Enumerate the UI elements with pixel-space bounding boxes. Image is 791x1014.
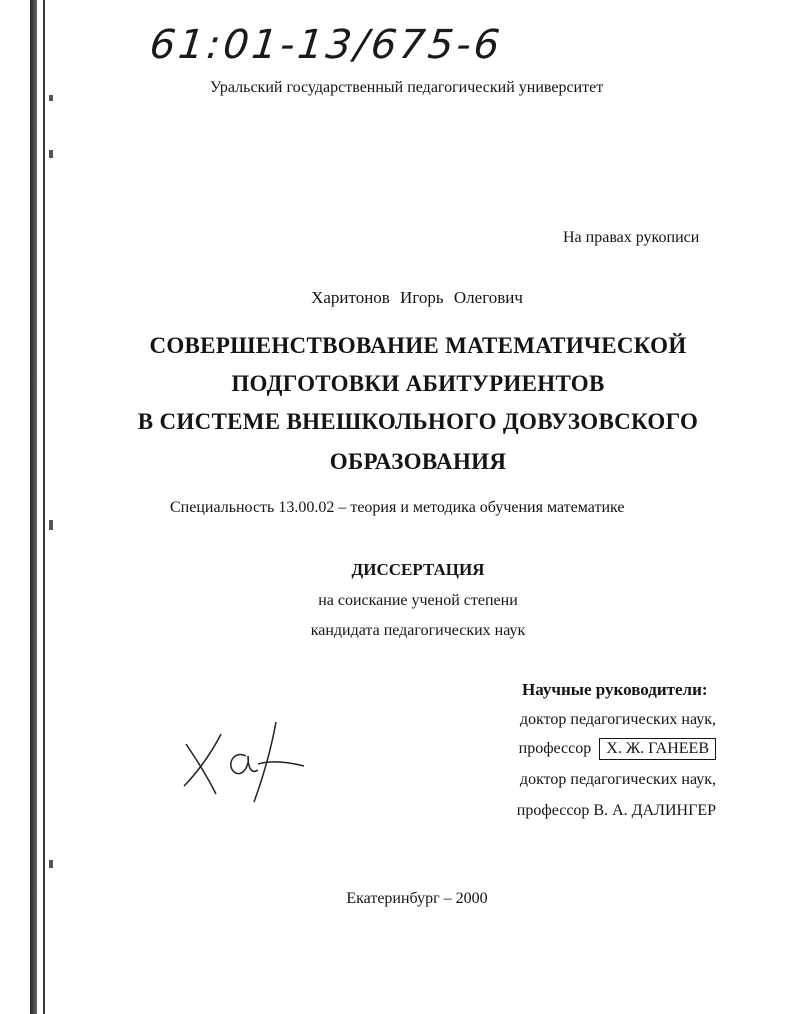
advisor-degree: доктор педагогических наук, xyxy=(519,771,716,788)
title-line: ОБРАЗОВАНИЯ xyxy=(329,449,507,474)
document-type: ДИССЕРТАЦИЯ xyxy=(351,560,485,579)
handwritten-signature xyxy=(176,714,306,804)
author-name: Харитонов Игорь Олегович xyxy=(311,288,523,307)
advisors-heading: Научные руководители: xyxy=(522,680,708,699)
binding-mark xyxy=(49,95,53,101)
title-line: СОВЕРШЕНСТВОВАНИЕ МАТЕМАТИЧЕСКОЙ xyxy=(149,333,687,358)
title-line: ПОДГОТОВКИ АБИТУРИЕНТОВ xyxy=(231,371,605,396)
binding-mark xyxy=(49,520,53,530)
rights-notice: На правах рукописи xyxy=(563,229,700,246)
advisor-name-boxed: Х. Ж. ГАНЕЕВ xyxy=(599,738,716,760)
catalog-number-handwritten: 61:01-13/675-6 xyxy=(147,22,505,68)
advisor-name: В. А. ДАЛИНГЕР xyxy=(593,802,716,819)
binding-edge xyxy=(30,0,37,1014)
binding-edge-line xyxy=(43,0,45,1014)
university-name: Уральский государственный педагогический университет xyxy=(210,79,604,96)
city-year: Екатеринбург – 2000 xyxy=(346,890,488,907)
specialty: Специальность 13.00.02 – теория и методика обучения математике xyxy=(170,499,625,516)
binding-mark xyxy=(49,150,53,158)
title-line: В СИСТЕМЕ ВНЕШКОЛЬНОГО ДОВУЗОВСКОГО xyxy=(137,409,699,434)
advisor-title: профессор xyxy=(516,802,590,819)
advisor-degree: доктор педагогических наук, xyxy=(519,711,716,728)
advisor-2 xyxy=(196,802,716,820)
binding-mark xyxy=(49,860,53,868)
degree-line: кандидата педагогических наук xyxy=(310,622,526,639)
advisor-title: профессор xyxy=(518,740,592,757)
degree-line: на соискание ученой степени xyxy=(318,592,518,609)
